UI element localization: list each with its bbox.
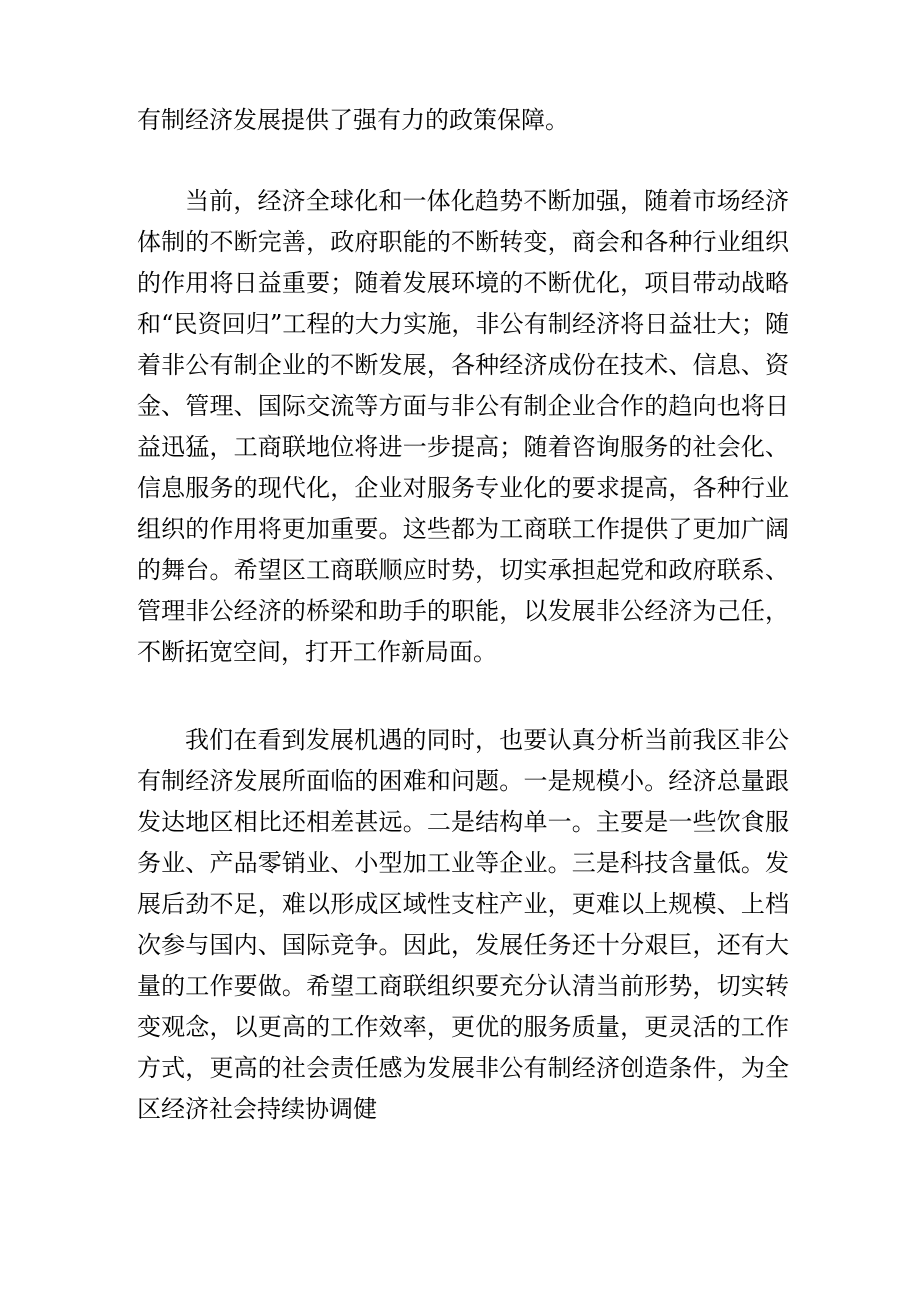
paragraph-continuation: 有制经济发展提供了强有力的政策保障。 — [137, 106, 569, 134]
paragraph-challenges: 我们在看到发展机遇的同时，也要认真分析当前我区非公有制经济发展所面临的困难和问题。一是规模小。经济总量跟发达地区相比还相差甚远。二是结构单一。主要是一些饮食服务业、产品零销业、小型加工业等企业。三是科技含量低。发展后劲不足，难以形成区域性支柱产业，更难以上规模、上档次参与国内、国际竞争。因此，发展任务还十分艰巨，还有大量的工作要做。希望工商联组织要充分认清当前形势，切实转变观念，以更高的工作效率，更优的服务质量，更灵活的工作方式，更高的社会责任感为发展非公有制经济创造条件，为全区经济社会持续协调健 — [137, 726, 789, 1123]
paragraph-opportunities: 当前，经济全球化和一体化趋势不断加强，随着市场经济体制的不断完善，政府职能的不断转变，商会和各种行业组织的作用将日益重要；随着发展环境的不断优化，项目带动战略和“民资回归”工程的大力实施，非公有制经济将日益壮大；随着非公有制企业的不断发展，各种经济成份在技术、信息、资金、管理、国际交流等方面与非公有制企业合作的趋向也将日益迅猛，工商联地位将进一步提高；随着咨询服务的社会化、信息服务的现代化，企业对服务专业化的要求提高，各种行业组织的作用将更加重要。这些都为工商联工作提供了更加广阔的舞台。希望区工商联顺应时势，切实承担起党和政府联系、管理非公经济的桥梁和助手的职能，以发展非公经济为己任，不断拓宽空间，打开工作新局面。 — [137, 187, 789, 666]
